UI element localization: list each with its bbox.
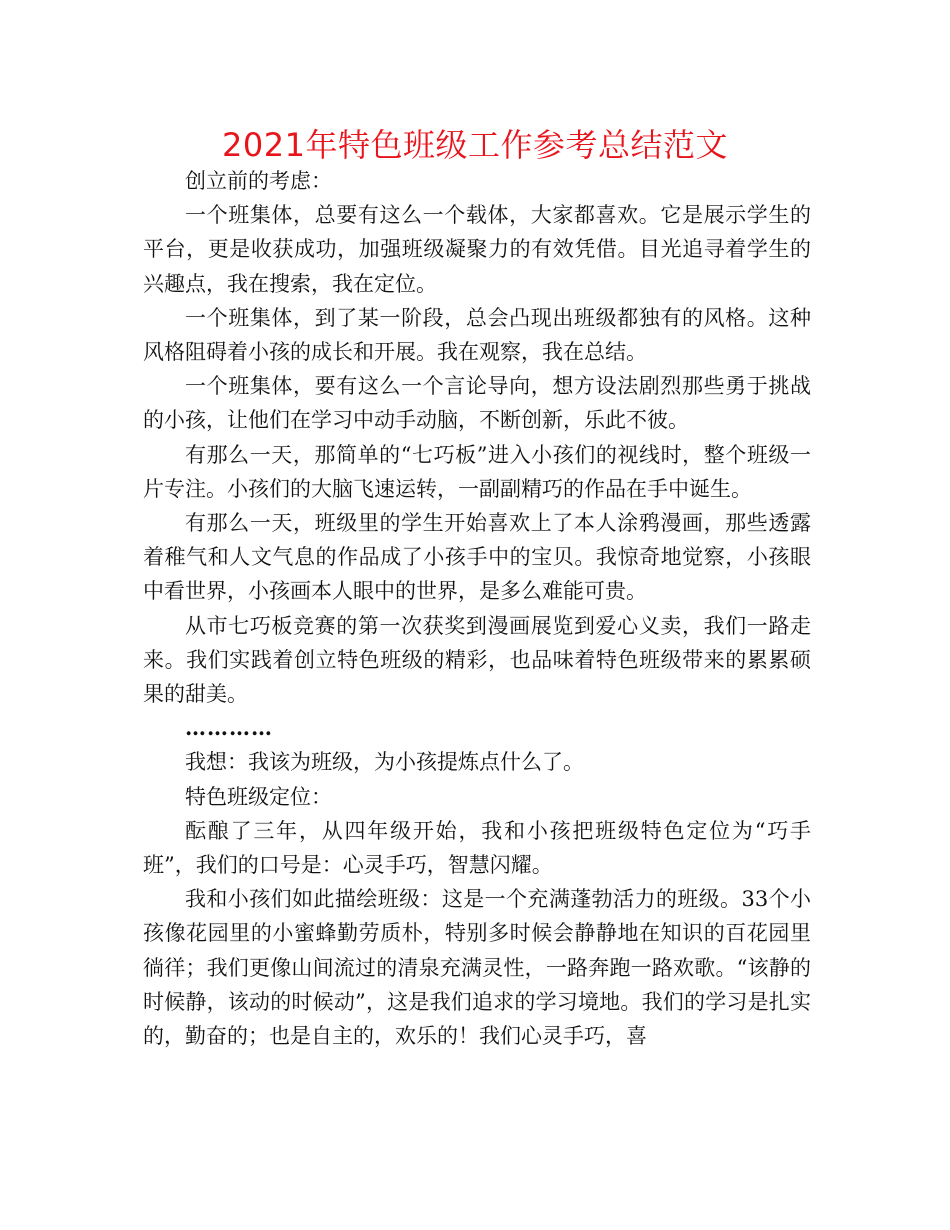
document-title: 2021年特色班级工作参考总结范文 bbox=[222, 126, 728, 164]
paragraph: 从市七巧板竞赛的第一次获奖到漫画展览到爱心义卖，我们一路走来。我们实践着创立特色班级的精彩，也品味着特色班级带来的累累硕果的甜美。 bbox=[143, 613, 811, 707]
paragraph: 一个班集体，到了某一阶段，总会凸现出班级都独有的风格。这种风格阻碍着小孩的成长和开展。我在观察，我在总结。 bbox=[143, 305, 811, 365]
paragraph: 我想：我该为班级，为小孩提炼点什么了。 bbox=[185, 750, 584, 775]
paragraph: 一个班集体，要有这么一个言论导向，想方设法剧烈那些勇于挑战的小孩，让他们在学习中动手动脑，不断创新，乐此不彼。 bbox=[143, 374, 811, 433]
paragraph: 一个班集体，总要有这么一个载体，大家都喜欢。它是展示学生的平台，更是收获成功，加强班级凝聚力的有效凭借。目光追寻着学生的兴趣点，我在搜索，我在定位。 bbox=[143, 203, 811, 296]
paragraph-heading-positioning: 特色班级定位： bbox=[185, 784, 332, 809]
paragraph: 酝酿了三年，从四年级开始，我和小孩把班级特色定位为“巧手班”，我们的口号是：心灵手巧，智慧闪耀。 bbox=[143, 818, 811, 878]
paragraph-heading-considerations: 创立前的考虑： bbox=[185, 169, 332, 193]
document-body bbox=[143, 164, 811, 1053]
paragraph: 有那么一天，班级里的学生开始喜欢上了本人涂鸦漫画，那些透露着稚气和人文气息的作品成了小孩手中的宝贝。我惊奇地觉察，小孩眼中看世界，小孩画本人眼中的世界，是多么难能可贵。 bbox=[143, 511, 811, 604]
ellipsis-separator: ………… bbox=[185, 715, 273, 741]
paragraph: 我和小孩们如此描绘班级：这是一个充满蓬勃活力的班级。33个小孩像花园里的小蜜蜂勤劳质朴，特别多时候会静静地在知识的百花园里徜徉；我们更像山间流过的清泉充满灵性，一路奔跑一路欢歌。“该静的时候静，该动的时候动”，这是我们追求的学习境地。我们的学习是扎实的，勤奋的；也是自主的，欢乐的！我们心灵手巧，喜 bbox=[143, 887, 811, 1049]
paragraph: 有那么一天，那简单的“七巧板”进入小孩们的视线时，整个班级一片专注。小孩们的大脑飞速运转，一副副精巧的作品在手中诞生。 bbox=[143, 442, 811, 501]
